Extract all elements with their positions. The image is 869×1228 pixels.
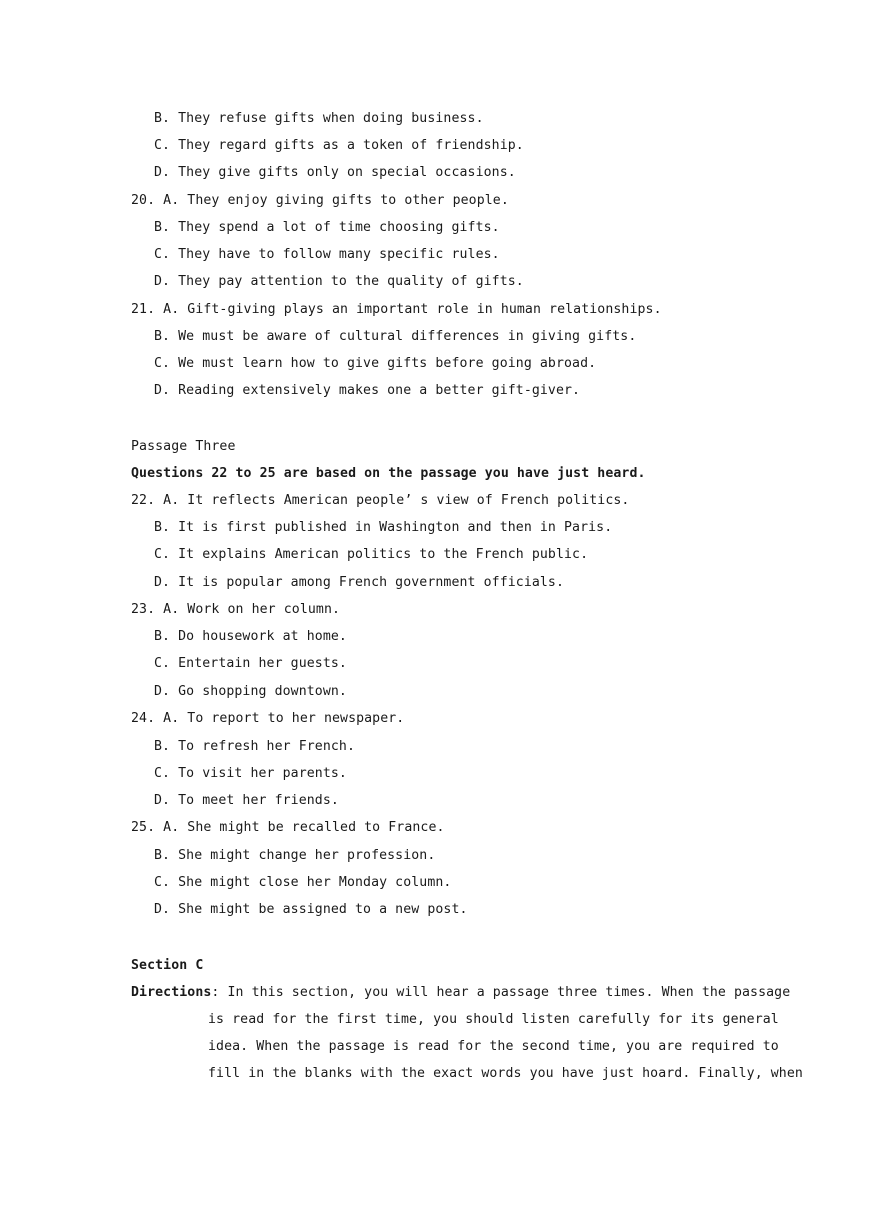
q23-option-d: D. Go shopping downtown. [154, 684, 347, 699]
section-c-directions-line4: fill in the blanks with the exact words you have just hoard. Finally, when [208, 1066, 803, 1081]
q21-option-b: B. We must be aware of cultural differences in giving gifts. [154, 329, 637, 344]
q23-option-c: C. Entertain her guests. [154, 656, 347, 671]
q25-option-d: D. She might be assigned to a new post. [154, 902, 468, 917]
passage-three-instruction: Questions 22 to 25 are based on the passage you have just heard. [131, 466, 646, 481]
section-c-title: Section C [131, 958, 204, 973]
q25-option-c: C. She might close her Monday column. [154, 875, 452, 890]
q21-option-a: 21. A. Gift-giving plays an important role in human relationships. [131, 302, 662, 317]
q24-option-b: B. To refresh her French. [154, 739, 355, 754]
section-c-directions-line1 [131, 984, 790, 1002]
q19-option-d: D. They give gifts only on special occasions. [154, 165, 516, 180]
q19-option-b: B. They refuse gifts when doing business. [154, 111, 484, 126]
q22-option-d: D. It is popular among French government officials. [154, 575, 565, 590]
q21-option-c: C. We must learn how to give gifts before going abroad. [154, 356, 597, 371]
q25-option-a: 25. A. She might be recalled to France. [131, 820, 445, 835]
passage-three-title: Passage Three [131, 439, 236, 454]
section-c-directions-line2: is read for the first time, you should listen carefully for its general [208, 1012, 779, 1027]
q23-option-a: 23. A. Work on her column. [131, 602, 341, 617]
directions-label: Directions [131, 985, 212, 1000]
q19-option-c: C. They regard gifts as a token of friendship. [154, 138, 524, 153]
q20-option-b: B. They spend a lot of time choosing gifts. [154, 220, 500, 235]
q24-option-c: C. To visit her parents. [154, 766, 347, 781]
q22-option-b: B. It is first published in Washington and then in Paris. [154, 520, 613, 535]
directions-text-line1: : In this section, you will hear a passage three times. When the passage [211, 985, 791, 1000]
q20-option-a: 20. A. They enjoy giving gifts to other people. [131, 193, 509, 208]
q22-option-a: 22. A. It reflects American people’ s view of French politics. [131, 493, 630, 508]
q23-option-b: B. Do housework at home. [154, 629, 347, 644]
q20-option-d: D. They pay attention to the quality of gifts. [154, 274, 524, 289]
q25-option-b: B. She might change her profession. [154, 848, 436, 863]
q21-option-d: D. Reading extensively makes one a better gift-giver. [154, 383, 581, 398]
q24-option-d: D. To meet her friends. [154, 793, 339, 808]
q20-option-c: C. They have to follow many specific rules. [154, 247, 500, 262]
q22-option-c: C. It explains American politics to the French public. [154, 547, 589, 562]
q24-option-a: 24. A. To report to her newspaper. [131, 711, 405, 726]
section-c-directions-line3: idea. When the passage is read for the second time, you are required to [208, 1039, 779, 1054]
